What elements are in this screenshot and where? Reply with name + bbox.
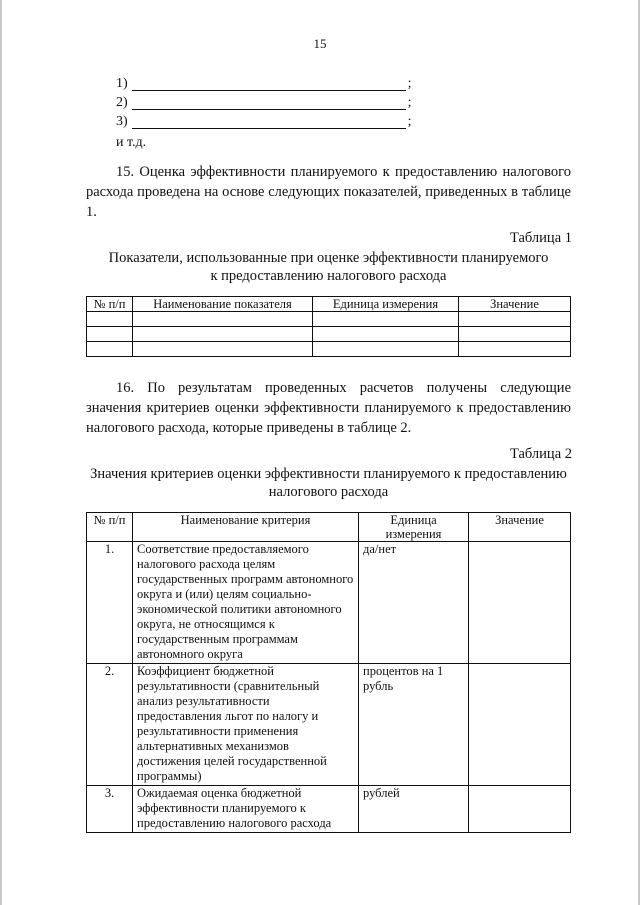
table-1-header-value: Значение [459, 297, 571, 312]
row-number: 3. [87, 786, 133, 833]
table-1-header-name: Наименование показателя [133, 297, 313, 312]
criterion-name: Соответствие предоставляемого налогового расхода целям государственных программ автономного округа и (или) целям социально-экономической политики автономного округа, не относящимся к государственным программам автономного округа [133, 542, 359, 664]
page-number: 15 [313, 36, 327, 51]
table-1-header-num: № п/п [87, 297, 133, 312]
table-2-caption-line-1: Значения критериев оценки эффективности планируемого к предоставлению [90, 466, 567, 482]
paragraph-16 [86, 378, 571, 438]
table-row [87, 312, 571, 327]
list-item [116, 74, 412, 93]
table-1-caption-line-2: к предоставлению налогового расхода [210, 268, 447, 284]
table-1-header-unit: Единица измерения [313, 297, 459, 312]
fill-in-line [132, 95, 406, 110]
table-2-header-name: Наименование критерия [133, 513, 359, 542]
criterion-name: Коэффициент бюджетной результативности (сравнительный анализ результативности предоставления льгот по налогу и результативности применения альтернативных механизмов достижения целей государственной программы) [133, 664, 359, 786]
scan-edge-left [0, 0, 2, 905]
list-item [116, 112, 412, 131]
table-2-header-row [87, 513, 571, 542]
table-1-label: Таблица 1 [509, 230, 572, 246]
table-2-header-unit: Единица измерения [359, 513, 469, 542]
empty-cell [313, 327, 459, 342]
empty-cell [313, 342, 459, 357]
empty-cell [133, 342, 313, 357]
empty-cell [459, 312, 571, 327]
table-1-caption-line-1: Показатели, использованные при оценке эффективности планируемого [108, 250, 549, 266]
blank-list [116, 74, 412, 152]
empty-cell [133, 327, 313, 342]
list-item-terminator: ; [407, 95, 412, 110]
empty-cell [133, 312, 313, 327]
list-item-terminator: ; [407, 114, 412, 129]
list-item [116, 93, 412, 112]
table-row [87, 542, 571, 664]
criterion-value [469, 664, 571, 786]
table-1 [86, 296, 571, 357]
criterion-unit: рублей [359, 786, 469, 833]
fill-in-line [132, 76, 406, 91]
fill-in-line [132, 114, 406, 129]
list-item-marker: 2) [116, 95, 128, 110]
criterion-value [469, 786, 571, 833]
criterion-unit: процентов на 1 рубль [359, 664, 469, 786]
empty-cell [459, 342, 571, 357]
empty-cell [87, 327, 133, 342]
table-2-label: Таблица 2 [509, 446, 572, 462]
empty-cell [313, 312, 459, 327]
empty-cell [459, 327, 571, 342]
table-row [87, 342, 571, 357]
list-item-marker: 1) [116, 76, 128, 91]
table-row [87, 786, 571, 833]
empty-cell [87, 342, 133, 357]
list-item-marker: 3) [116, 114, 128, 129]
criterion-name: Ожидаемая оценка бюджетной эффективности планируемого к предоставлению налогового расхода [133, 786, 359, 833]
table-2 [86, 512, 571, 833]
table-row [87, 664, 571, 786]
criterion-value [469, 542, 571, 664]
row-number: 1. [87, 542, 133, 664]
table-1-header-row [87, 297, 571, 312]
row-number: 2. [87, 664, 133, 786]
table-2-header-num: № п/п [87, 513, 133, 542]
table-2-caption-line-2: налогового расхода [268, 484, 389, 500]
paragraph-16-text: 16. По результатам проведенных расчетов получены следующие значения критериев оценки эффективности планируемого к предоставлению налогового расхода, которые приведены в таблице 2. [86, 380, 571, 436]
paragraph-15 [86, 162, 571, 222]
table-row [87, 327, 571, 342]
table-2-header-value: Значение [469, 513, 571, 542]
paragraph-15-text: 15. Оценка эффективности планируемого к предоставлению налогового расхода проведена на основе следующих показателей, приведенных в таблице 1. [86, 164, 571, 220]
table-2-caption [86, 465, 571, 501]
table-1-caption [86, 249, 571, 285]
criterion-unit: да/нет [359, 542, 469, 664]
empty-cell [87, 312, 133, 327]
list-etc: и т.д. [116, 135, 147, 150]
list-item-terminator: ; [407, 76, 412, 91]
